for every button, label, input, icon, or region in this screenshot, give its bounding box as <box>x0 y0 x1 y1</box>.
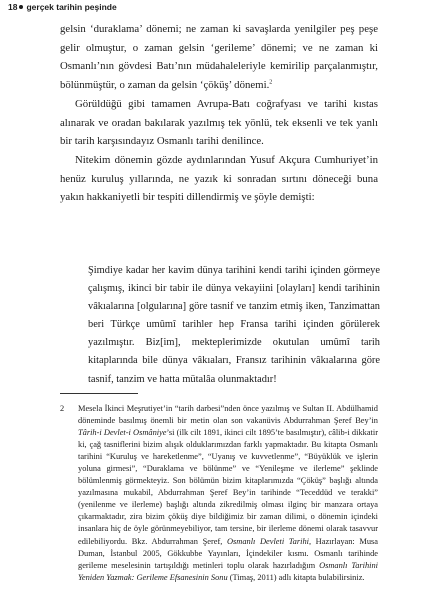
block-quote <box>88 262 380 389</box>
footnote-text: 2 Mesela İkinci Meşrutiyet’in “tarih darbesi”nden önce yazılmış ve Sultan II. Abdülhamid döneminde basılmış önemli bir metin olan son vakanüvis Abdurrahman Şeref Bey’in Târih-i Devlet-i Osmâniye’si (ilk cilt 1891, ikinci cilt 1895’te basılmıştır), câlib-i dikkatir ki, çağ tasniflerini bizim alışık olduklarımızdan farklı yapmaktadır. Bu kitapta Osmanlı tarihini “Kuruluş ve hareketlenme”, “Uyanış ve kuvvetlenme”, “Büyüklük ve işlerin yoluna girmesi”, “Duraklama ve bölünme” ve “Yenileşme ve ilerleme” şeklinde bölümlenmiş görmekteyiz. Son bölümün bizim kitaplarımızda “Çöküş” başlığı altında yazılmasına mukabil, Abdurrahman Şeref Bey’in tarihinde “Teceddüd ve terakki” (yenilenme ve ilerleme) başlığı altında zikredilmiş olması ilginç bir manzara ortaya çıkarmaktadır, zira bizim çöküş diye bildiğimiz bir zaman dilimi, o dönemin içindeki insanlara hiç de öyle görünmeyebiliyor, tam tersine, bir ilerleme dönemi olarak tasavvur edilebiliyordu. Bkz. Abdurrahman Şeref, Osmanlı Devleti Tarihi, Hazırlayan: Musa Duman, İstanbul 2005, Gökkubbe Yayınları, İçindekiler kısmı. Osmanlı tarihinde gerileme meselesinin tartışıldığı metinleri toplu olarak hazırladığım Osmanlı Tarihini Yeniden Yazmak: Gerileme Efsanesinin Sonu (Timaş, 2011) adlı kitapta bulabilirsiniz. <box>60 404 379 582</box>
footnote-divider <box>60 393 138 394</box>
page-number: 18 <box>8 2 18 12</box>
paragraph: Görüldüğü gibi tamamen Avrupa-Batı coğrafyası ve tarihi kıstas alınarak ve oradan bakılarak yazılmış tek yönlü, tek eksenli ve tek yanlı bir tarih karşısındayız Osmanlı tarihi denilince. <box>60 97 378 148</box>
main-text <box>60 20 378 207</box>
footnote-reference: 2 <box>269 79 273 86</box>
paragraph: Nitekim dönemin gözde aydınlarından Yusuf Akçura Cumhuriyet’in henüz kuruluş yıllarında, ne yazık ki sonradan sırtını döneceği buna yakın hakkaniyetli bir tespiti dillendirmiş ve şöyle demişti: <box>60 153 378 204</box>
footnote <box>60 403 378 584</box>
paragraph-text: gelsin ‘duraklama’ dönemi; ne zaman ki savaşlarda yenilgiler peş peşe gelir olmuştur, o zaman gelsin ‘gerileme’ dönemi; ve ne zaman ki Osmanlı’nın gövdesi Batı’nın müdahaleleriyle kemirilip parçalanmıştır, bölünmüştür, o zaman da gelsin ‘çöküş’ dönemi. <box>60 23 378 92</box>
bullet-icon <box>19 5 23 9</box>
footnote-number: 2 <box>60 404 65 413</box>
running-header <box>8 0 117 14</box>
running-title: gerçek tarihin peşinde <box>26 2 117 12</box>
quote-text: Şimdiye kadar her kavim dünya tarihini kendi tarihi içinden görmeye çalışmış, ikinci bir tabir ile dünya vekayiini [olayları] kendi tarihinin vâkıalarına [olgularına] göre tasnif ve tanzim etmiş iken, Tanzimattan beri Türkçe umûmî tarihler hep Fransa tarihi içinden görülerek yazılmıştır. Biz[im], mekteplerimizde okutulan umûmî tarih kitaplarında bile dünya vâkıaları, Fransız tarihinin vâkıalarına göre tasnif, tanzim ve hatta mütalâa olunmaktadır! <box>88 265 380 385</box>
paragraph <box>60 20 378 95</box>
